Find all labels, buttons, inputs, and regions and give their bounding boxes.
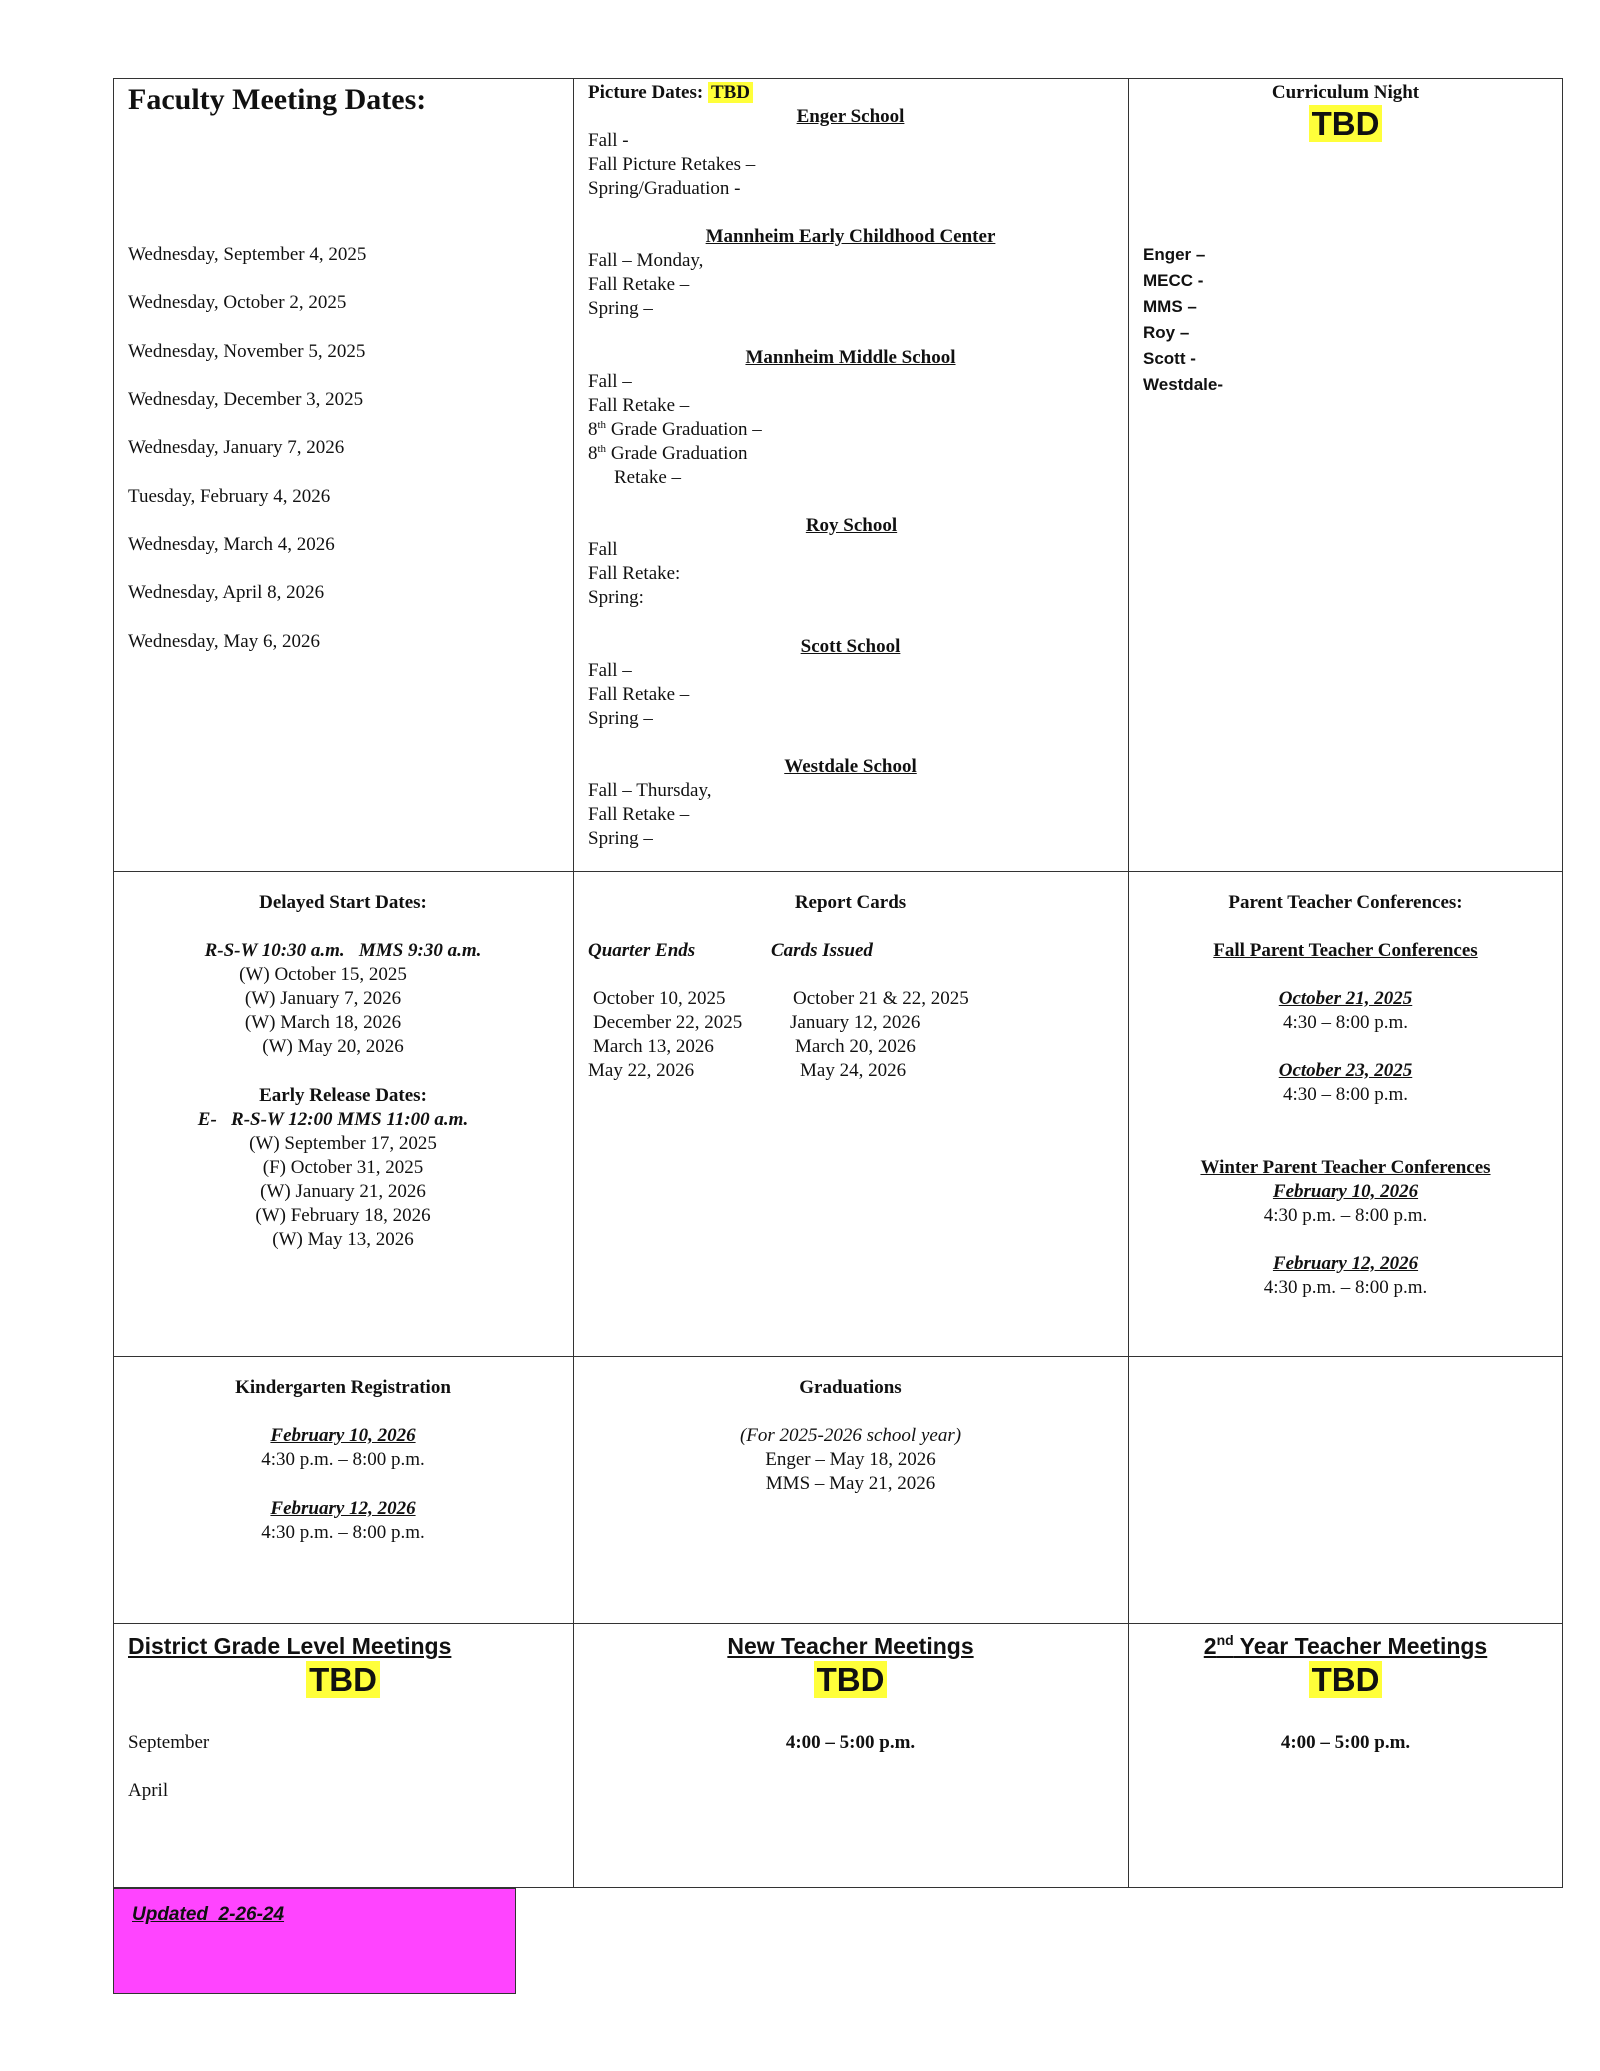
early-release-title: Early Release Dates:	[259, 1085, 427, 1106]
ptc-fall-date: October 21, 2025	[1278, 988, 1413, 1009]
picture-line: Fall –	[588, 371, 632, 392]
picture-line: Fall – Monday,	[588, 250, 704, 271]
report-cards-title: Report Cards	[794, 892, 907, 913]
report-card-issued: October 21 & 22, 2025	[793, 988, 969, 1009]
school-heading-mms: Mannheim Middle School	[745, 347, 956, 368]
early-release-times: E- R-S-W 12:00 MMS 11:00 a.m.	[197, 1109, 469, 1130]
ptc-fall-time: 4:30 – 8:00 p.m.	[1282, 1084, 1409, 1105]
kindergarten-date: February 12, 2026	[270, 1498, 416, 1519]
calendar-sheet	[113, 78, 1563, 1888]
district-meetings-title: District Grade Level Meetings	[128, 1633, 452, 1659]
picture-dates-cell	[573, 78, 1128, 871]
early-release-date: (W) January 21, 2026	[260, 1181, 426, 1202]
kindergarten-title: Kindergarten Registration	[235, 1377, 451, 1398]
second-year-title: 2nd Year Teacher Meetings	[1203, 1632, 1488, 1659]
early-release-date: (F) October 31, 2025	[262, 1157, 424, 1178]
kindergarten-time: 4:30 p.m. – 8:00 p.m.	[261, 1449, 425, 1470]
picture-line: Spring:	[588, 587, 644, 608]
kindergarten-cell	[113, 1356, 573, 1623]
picture-dates-label	[588, 81, 753, 105]
school-heading-scott: Scott School	[800, 636, 901, 657]
delayed-start-date: (W) October 15, 2025	[239, 964, 407, 985]
district-tbd-wrap	[113, 1661, 573, 1699]
curriculum-school: Scott -	[1143, 349, 1196, 368]
district-month: April	[128, 1780, 169, 1801]
delayed-start-date: (W) March 18, 2026	[244, 1012, 402, 1033]
curriculum-night-tbd: TBD	[1309, 105, 1383, 142]
faculty-date: Wednesday, November 5, 2025	[128, 341, 366, 362]
picture-dates-tbd: TBD	[708, 82, 753, 103]
curriculum-school: Westdale-	[1143, 375, 1223, 394]
report-card-issued: January 12, 2026	[790, 1012, 921, 1033]
school-heading-westdale: Westdale School	[784, 756, 917, 777]
school-heading-enger: Enger School	[796, 106, 905, 127]
curriculum-school: MECC -	[1143, 271, 1204, 290]
ptc-winter-title: Winter Parent Teacher Conferences	[1200, 1157, 1491, 1178]
curriculum-school: MMS –	[1143, 297, 1197, 316]
faculty-meeting-title: Faculty Meeting Dates:	[128, 83, 427, 116]
second-year-cell	[1128, 1623, 1563, 1888]
picture-line: Fall Retake –	[588, 684, 690, 705]
school-heading-mecc: Mannheim Early Childhood Center	[705, 226, 996, 247]
picture-line: Fall Picture Retakes –	[588, 154, 756, 175]
ptc-winter-time: 4:30 p.m. – 8:00 p.m.	[1263, 1205, 1428, 1226]
updated-text: Updated 2-26-24	[132, 1904, 285, 1925]
ptc-fall-date: October 23, 2025	[1278, 1060, 1413, 1081]
delayed-start-date: (W) January 7, 2026	[244, 988, 402, 1009]
curriculum-school: Enger –	[1143, 245, 1206, 264]
kindergarten-date: February 10, 2026	[270, 1425, 416, 1446]
delayed-start-cell	[113, 871, 573, 1356]
early-release-date: (W) September 17, 2025	[249, 1133, 437, 1154]
kindergarten-time: 4:30 p.m. – 8:00 p.m.	[261, 1522, 425, 1543]
faculty-date: Wednesday, January 7, 2026	[128, 437, 345, 458]
report-card-issued: March 20, 2026	[795, 1036, 916, 1057]
report-cards-cell	[573, 871, 1128, 1356]
second-year-tbd: TBD	[1309, 1661, 1383, 1698]
report-quarter-end: October 10, 2025	[593, 988, 726, 1009]
picture-line: Fall Retake –	[588, 804, 690, 825]
report-quarter-end: March 13, 2026	[593, 1036, 714, 1057]
early-release-date: (W) February 18, 2026	[255, 1205, 431, 1226]
graduation-line: MMS – May 21, 2026	[765, 1473, 936, 1494]
picture-line: Fall	[588, 539, 618, 560]
report-col-cards-issued: Cards Issued	[771, 940, 873, 961]
picture-line: Spring –	[588, 828, 653, 849]
delayed-start-date: (W) May 20, 2026	[262, 1036, 404, 1057]
curriculum-school: Roy –	[1143, 323, 1190, 342]
picture-line: Fall Retake –	[588, 274, 690, 295]
report-col-quarter-ends: Quarter Ends	[588, 940, 696, 961]
faculty-date: Wednesday, October 2, 2025	[128, 292, 347, 313]
ptc-title: Parent Teacher Conferences:	[1228, 892, 1463, 913]
district-tbd: TBD	[306, 1661, 380, 1698]
picture-line: Fall – Thursday,	[588, 780, 712, 801]
second-year-time: 4:00 – 5:00 p.m.	[1280, 1732, 1411, 1753]
picture-line: Spring/Graduation -	[588, 178, 741, 199]
report-card-issued: May 24, 2026	[800, 1060, 907, 1081]
district-meetings-cell	[113, 1623, 573, 1888]
picture-line: Fall -	[588, 130, 629, 151]
picture-line: Spring –	[588, 708, 653, 729]
picture-line: Fall –	[588, 660, 632, 681]
new-teacher-tbd-wrap	[573, 1661, 1128, 1699]
ptc-winter-date: February 10, 2026	[1272, 1181, 1419, 1202]
graduation-line: Enger – May 18, 2026	[765, 1449, 936, 1470]
delayed-start-title: Delayed Start Dates:	[259, 892, 427, 913]
ptc-cell	[1128, 871, 1563, 1356]
early-release-date: (W) May 13, 2026	[272, 1229, 414, 1250]
picture-line-graduation-retake: 8th Grade Graduation	[588, 443, 748, 464]
faculty-date: Wednesday, December 3, 2025	[128, 389, 364, 410]
new-teacher-tbd: TBD	[814, 1661, 888, 1698]
ptc-fall-title: Fall Parent Teacher Conferences	[1213, 940, 1478, 961]
faculty-date: Wednesday, April 8, 2026	[128, 582, 325, 603]
graduations-cell	[573, 1356, 1128, 1623]
picture-line: Fall Retake –	[588, 395, 690, 416]
delayed-start-times: R-S-W 10:30 a.m. MMS 9:30 a.m.	[204, 940, 482, 961]
faculty-date: Wednesday, March 4, 2026	[128, 534, 335, 555]
picture-line: Spring –	[588, 298, 653, 319]
report-quarter-end: May 22, 2026	[588, 1060, 695, 1081]
ptc-fall-time: 4:30 – 8:00 p.m.	[1282, 1012, 1409, 1033]
curriculum-night-title: Curriculum Night	[1271, 82, 1420, 103]
faculty-date: Tuesday, February 4, 2026	[128, 486, 331, 507]
faculty-meeting-cell	[113, 78, 573, 871]
report-quarter-end: December 22, 2025	[593, 1012, 743, 1033]
ptc-winter-time: 4:30 p.m. – 8:00 p.m.	[1263, 1277, 1428, 1298]
picture-line: Fall Retake:	[588, 563, 681, 584]
second-year-tbd-wrap	[1128, 1661, 1563, 1699]
picture-line-graduation: 8th Grade Graduation –	[588, 419, 762, 440]
graduations-title: Graduations	[799, 1377, 902, 1398]
faculty-date: Wednesday, May 6, 2026	[128, 631, 320, 652]
picture-line: Retake –	[614, 467, 682, 488]
graduations-note: (For 2025-2026 school year)	[739, 1425, 962, 1446]
district-month: September	[128, 1732, 210, 1753]
school-heading-roy: Roy School	[805, 515, 898, 536]
new-teacher-time: 4:00 – 5:00 p.m.	[785, 1732, 916, 1753]
picture-dates-text: Picture Dates:	[588, 82, 704, 103]
new-teacher-cell	[573, 1623, 1128, 1888]
updated-badge	[113, 1888, 516, 1994]
new-teacher-title: New Teacher Meetings	[727, 1633, 974, 1659]
curriculum-night-tbd-wrap	[1128, 105, 1563, 143]
curriculum-night-cell	[1128, 78, 1563, 871]
faculty-date: Wednesday, September 4, 2025	[128, 244, 367, 265]
ptc-winter-date: February 12, 2026	[1272, 1253, 1419, 1274]
